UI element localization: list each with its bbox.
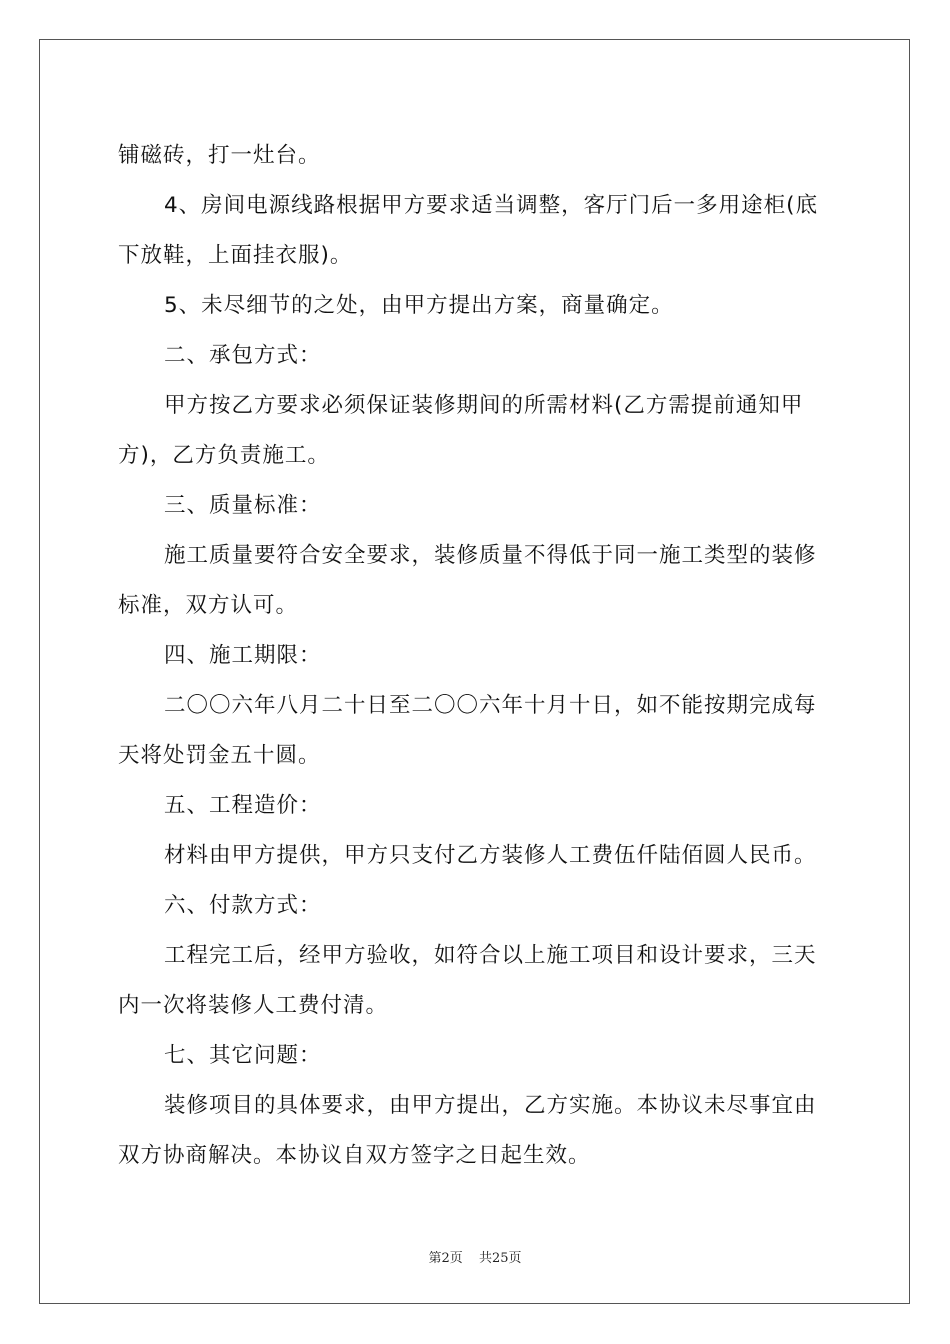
paragraph-15: 装修项目的具体要求，由甲方提出，乙方实施。本协议未尽事宜由双方协商解决。本协议自双方签字之日起生效。 — [118, 1093, 817, 1168]
section-heading-contract-method: 二、承包方式： — [164, 343, 322, 368]
paragraph-9: 二〇〇六年八月二十日至二〇〇六年十月十日，如不能按期完成每天将处罚金五十圆。 — [118, 693, 817, 768]
section-heading-other-issues: 七、其它问题： — [164, 1043, 322, 1068]
paragraph-1: 铺磁砖，打一灶台。 — [118, 143, 321, 168]
paragraph-5: 甲方按乙方要求必须保证装修期间的所需材料(乙方需提前通知甲方)，乙方负责施工。 — [118, 393, 804, 468]
page-total: 共25页 — [478, 1251, 522, 1266]
paragraph-11: 材料由甲方提供，甲方只支付乙方装修人工费伍仟陆佰圆人民币。 — [164, 843, 817, 868]
page-footer — [0, 1247, 950, 1266]
section-heading-quality-standard: 三、质量标准： — [164, 493, 322, 518]
page-number: 第2页 — [428, 1251, 463, 1266]
section-heading-project-cost: 五、工程造价： — [164, 793, 322, 818]
document-body — [118, 131, 838, 1181]
paragraph-7: 施工质量要符合安全要求，装修质量不得低于同一施工类型的装修标准，双方认可。 — [118, 543, 817, 618]
section-heading-payment-method: 六、付款方式： — [164, 893, 322, 918]
paragraph-13: 工程完工后，经甲方验收，如符合以上施工项目和设计要求，三天内一次将装修人工费付清。 — [118, 943, 817, 1018]
paragraph-3: 5、未尽细节的之处，由甲方提出方案，商量确定。 — [164, 293, 674, 318]
paragraph-2: 4、房间电源线路根据甲方要求适当调整，客厅门后一多用途柜(底下放鞋，上面挂衣服)。 — [118, 193, 819, 268]
section-heading-construction-period: 四、施工期限： — [164, 643, 322, 668]
